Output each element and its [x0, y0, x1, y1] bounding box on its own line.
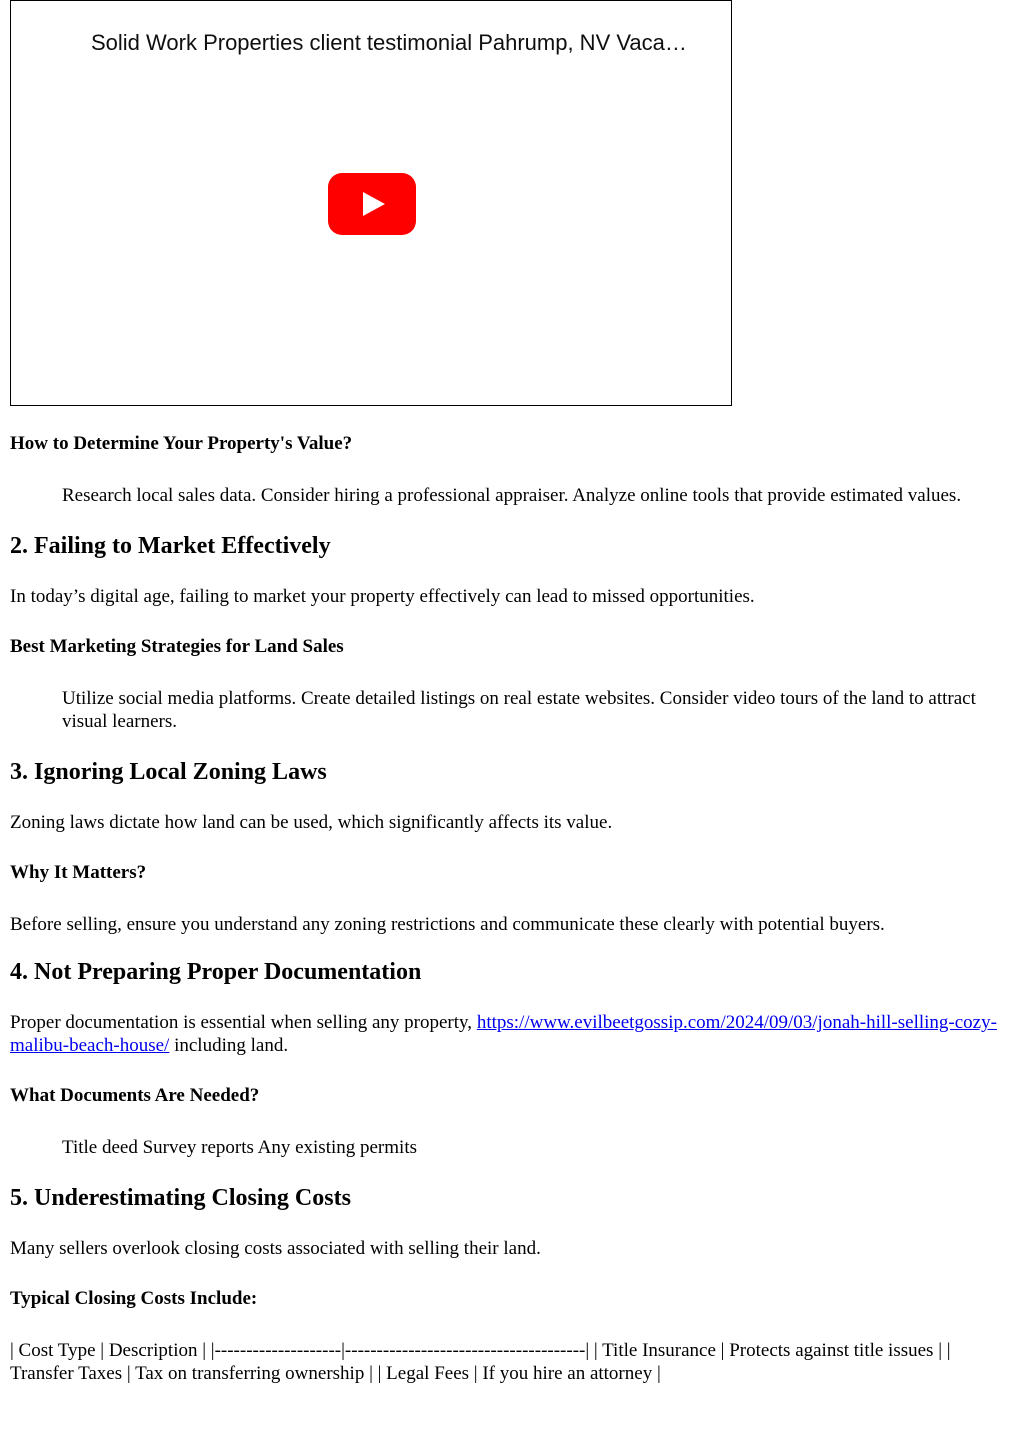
costs-table-text: | Cost Type | Description | |--------------------|--------------------------------------| | Title Insurance | Protects against title issues | | Transfer Taxes | Tax on transferring ownership | | Legal Fees | If you hire an attorney | — [10, 1340, 951, 1384]
why-heading: Why It Matters? — [10, 862, 147, 883]
market-heading: 2. Failing to Market Effectively — [10, 533, 331, 559]
zoning-text: Zoning laws dictate how land can be used, which significantly affects its value. — [10, 812, 613, 833]
closing-text: Many sellers overlook closing costs associated with selling their land. — [10, 1238, 541, 1259]
strategies-quote: Utilize social media platforms. Create detailed listings on real estate websites. Consider video tours of the land to attract visual learners. — [62, 688, 976, 732]
value-heading: How to Determine Your Property's Value? — [10, 433, 353, 454]
docs-link[interactable]: https://www.evilbeetgossip.com/2024/09/03/jonah-hill-selling-cozy-malibu-beach-house/ — [10, 1012, 997, 1056]
zoning-heading: 3. Ignoring Local Zoning Laws — [10, 759, 327, 785]
play-button[interactable] — [328, 173, 416, 235]
video-title[interactable]: Solid Work Properties client testimonial Pahrump, NV Vaca… — [91, 30, 687, 55]
docs-text-before: Proper documentation is essential when selling any property, — [10, 1012, 473, 1033]
closing-heading: 5. Underestimating Closing Costs — [10, 1185, 351, 1211]
needed-quote: Title deed Survey reports Any existing permits — [62, 1137, 417, 1158]
play-icon[interactable] — [328, 173, 416, 235]
docs-heading: 4. Not Preparing Proper Documentation — [10, 959, 422, 985]
value-quote: Research local sales data. Consider hiring a professional appraiser. Analyze online tools that provide estimated values. — [62, 485, 962, 506]
needed-heading: What Documents Are Needed? — [10, 1085, 260, 1106]
article-body — [10, 432, 1014, 1385]
strategies-heading: Best Marketing Strategies for Land Sales — [10, 636, 344, 657]
market-text: In today’s digital age, failing to market your property effectively can lead to missed opportunities. — [10, 586, 755, 607]
why-text: Before selling, ensure you understand any zoning restrictions and communicate these clearly with potential buyers. — [10, 914, 885, 935]
docs-text — [10, 1011, 1014, 1057]
typical-heading: Typical Closing Costs Include: — [10, 1288, 258, 1309]
docs-text-after: including land. — [174, 1035, 289, 1056]
video-embed[interactable] — [10, 0, 732, 406]
